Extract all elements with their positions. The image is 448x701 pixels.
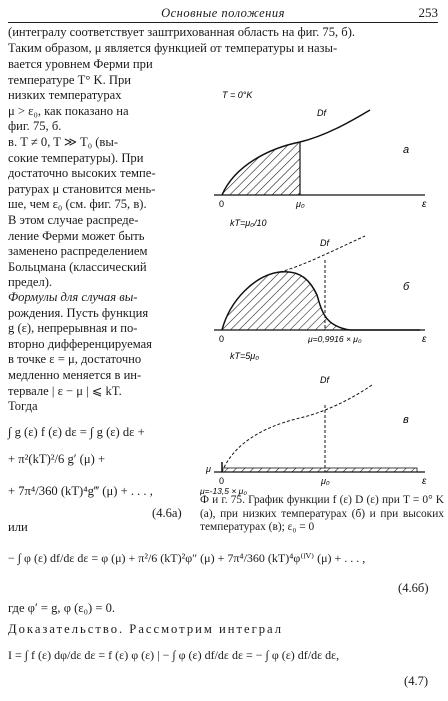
panel-a-condition: T = 0°K	[222, 90, 253, 100]
where-line: где φ′ = g, φ (ε₀) = 0.	[8, 601, 116, 615]
line: в. T ≠ 0, T ≫ T₀ (вы-	[8, 134, 119, 149]
panel-c-dashed-curve	[222, 385, 372, 472]
left-column-text	[8, 57, 198, 291]
or-word: или	[8, 520, 28, 534]
equation-4-6a-line-1: ∫ g (ε) f (ε) dε = ∫ g (ε) dε +	[8, 425, 145, 439]
proof-heading: Доказательство. Рассмотрим интеграл	[8, 622, 284, 636]
line: ление Ферми может быть	[8, 228, 145, 243]
line: вторно дифференцируемая	[8, 336, 152, 351]
line: Тогда	[8, 399, 38, 414]
paragraph-top-2: Таким образом, μ является функцией от температуры и назы-	[8, 41, 338, 55]
panel-c-zero: 0	[219, 476, 225, 486]
panel-b-eps: ε	[422, 334, 427, 345]
line: ше, чем ε₀ (см. фиг. 75, в).	[8, 197, 147, 212]
panel-b-hatched-area	[222, 272, 350, 330]
panel-a-hatched-area	[222, 142, 300, 195]
figure-75	[200, 80, 440, 500]
running-title: Основные положения	[161, 6, 285, 20]
panel-b-letter: б	[403, 281, 410, 293]
equation-number-4-7: (4.7)	[404, 674, 429, 688]
line: Больцмана (классический	[8, 259, 147, 274]
panel-a-letter: а	[403, 144, 410, 156]
line: тервале | ε − μ | ⩽ kT.	[8, 383, 122, 398]
line: фиг. 75, б.	[8, 119, 62, 134]
panel-b-mu-label: μ=0,9916 × μ₀	[308, 334, 362, 344]
page-header	[8, 4, 438, 23]
equation-4-7: I = ∫ f (ε) dφ/dε dε = f (ε) φ (ε) | − ∫ φ (ε) df/dε dε = − ∫ φ (ε) df/dε dε,	[8, 648, 340, 662]
line: низких температурах	[8, 88, 122, 103]
equation-number-4-6b: (4.6б)	[398, 581, 429, 595]
panel-a-df-label: Df	[317, 108, 326, 118]
panel-b-df-label: Df	[320, 238, 329, 248]
line: ратурах μ становится мень-	[8, 181, 156, 196]
panel-a-eps: ε	[422, 199, 427, 210]
equation-4-6b: − ∫ φ (ε) df/dε dε = φ (μ) + π²/6 (kT)²φ″ (μ) + 7π⁴/360 (kT)⁴φ⁽ᴵⱽ⁾ (μ) + . . . ,	[8, 551, 366, 565]
panel-b	[214, 218, 427, 345]
figure-caption: Ф и г. 75. График функции f (ε) D (ε) при T = 0° K (а), при низких температурах (б) и при высоких температурах (в); ε₀ = 0	[200, 494, 444, 533]
formulas-paragraph	[8, 290, 198, 415]
equation-4-6a-line-3: + 7π⁴/360 (kT)⁴g‴ (μ) + . . . ,	[8, 484, 153, 498]
line: μ > ε₀, как показано на	[8, 103, 129, 118]
panel-c	[200, 351, 427, 496]
panel-c-condition: kT=5μ₀	[230, 351, 259, 361]
panel-c-letter: в	[403, 414, 409, 426]
line: В этом случае распреде-	[8, 212, 139, 227]
paragraph-top-1: (интегралу соответствует заштрихованная область на фиг. 75, б).	[8, 25, 356, 39]
panel-a-zero: 0	[219, 199, 225, 209]
line: вается уровнем Ферми при	[8, 57, 153, 71]
line: температуре T° K. При	[8, 72, 132, 87]
line: Формулы для случая вы-	[8, 290, 138, 304]
line: в точке ε = μ, достаточно	[8, 352, 142, 367]
line: достаточно высоких темпе-	[8, 166, 156, 181]
equation-4-6a-line-2: + π²(kT)²/6 g′ (μ) +	[8, 452, 106, 466]
panel-a-mu-label: μ₀	[296, 199, 305, 209]
panel-b-zero: 0	[219, 334, 225, 344]
line: предел).	[8, 275, 53, 290]
panel-b-condition: kT=μ₀/10	[230, 218, 267, 228]
panel-c-mu-neg: μ	[206, 464, 211, 474]
panel-a	[214, 90, 427, 210]
line: рождения. Пусть функция	[8, 305, 149, 320]
panel-c-eps: ε	[422, 476, 427, 487]
line: g (ε), непрерывная и по-	[8, 321, 138, 336]
line: медленно меняется в ин-	[8, 367, 142, 382]
equation-number-4-6a: (4.6а)	[152, 506, 182, 520]
page-number: 253	[418, 5, 438, 20]
line: сокие температуры). При	[8, 150, 144, 165]
panel-c-mu-value: μ=-13,5 × μ₀	[200, 486, 247, 496]
panel-c-mu-label: μ₀	[321, 476, 330, 486]
panel-c-df-label: Df	[320, 375, 329, 385]
line: заменено распределением	[8, 244, 148, 259]
